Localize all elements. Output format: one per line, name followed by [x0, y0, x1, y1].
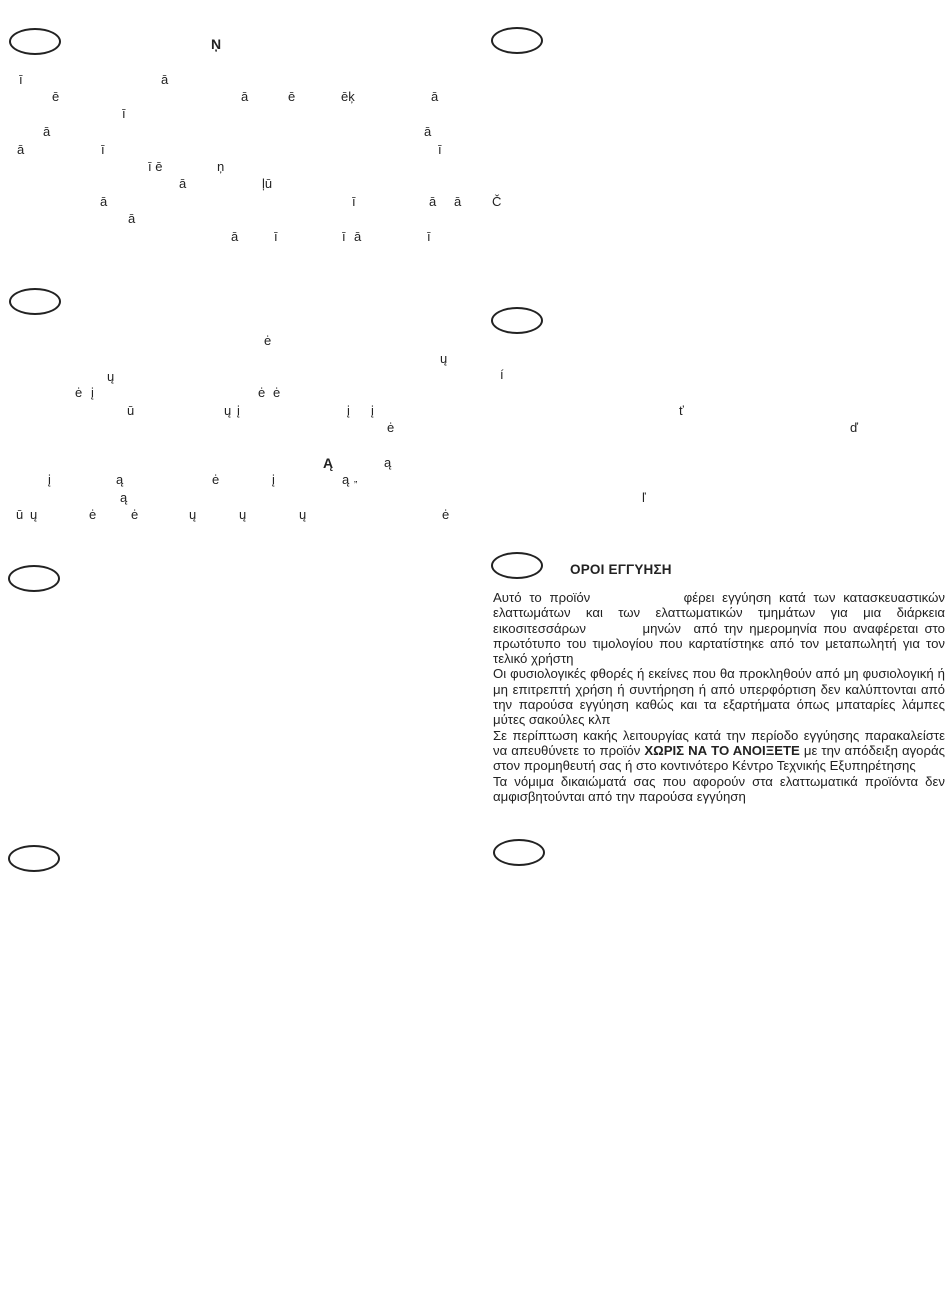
warranty-paragraph-coverage: Αυτό το προϊόν φέρει εγγύηση κατά των κατασκευαστικών ελαττωμάτων και των ελαττωματικών τμημάτων για μια διάρκεια εικοσιτεσσάρων μηνών από την ημερομηνία που αναφέρεται στο πρωτότυπο του τιμολογίου που καρτατίστηκε από τον μεταπωλητή για τον τελικό χρήστη	[493, 590, 949, 667]
glyph: ų	[440, 351, 448, 366]
glyph: ī	[274, 229, 278, 244]
language-oval-right-3	[491, 552, 543, 579]
glyph: ā	[17, 142, 25, 157]
glyph: ē	[288, 89, 296, 104]
glyph: ų	[224, 403, 232, 418]
glyph: ī	[342, 229, 346, 244]
glyph: ų	[189, 507, 197, 522]
glyph: į	[48, 472, 51, 487]
glyph: ēķ	[341, 89, 355, 104]
glyph: į	[371, 403, 374, 418]
glyph: ā	[429, 194, 437, 209]
warranty-return-text: Σε περίπτωση κακής λειτουργίας κατά την περίοδο εγγύησης παρακαλείστε να απευθύνετε το προϊόν	[493, 727, 945, 758]
glyph: į	[347, 403, 350, 418]
glyph: ė	[273, 385, 281, 400]
glyph: ū	[127, 403, 135, 418]
glyph: ī	[352, 194, 356, 209]
glyph: ė	[258, 385, 266, 400]
glyph: ų	[239, 507, 247, 522]
glyph: ī	[438, 142, 442, 157]
language-oval-left-4	[8, 845, 60, 872]
language-oval-left-3	[8, 565, 60, 592]
glyph: ľ	[642, 490, 646, 505]
glyph: ė	[264, 333, 272, 348]
glyph: ī ē	[148, 159, 163, 174]
glyph: ē	[52, 89, 60, 104]
glyph: Ą	[323, 455, 334, 471]
glyph: ā	[231, 229, 239, 244]
warranty-do-not-open-notice: ΧΩΡΙΣ ΝΑ ΤΟ ΑΝΟΙΞΕΤΕ	[644, 742, 800, 758]
glyph: ą	[342, 472, 350, 487]
glyph: ė	[75, 385, 83, 400]
glyph: ī	[427, 229, 431, 244]
glyph: Č	[492, 194, 502, 209]
warranty-return-text-end: με την απόδειξη αγοράς στον προμηθευτή σας ή στο κοντινότερο Κέντρο Τεχνικής Εξυπηρέτησης	[493, 742, 945, 774]
glyph: ā	[454, 194, 462, 209]
language-oval-right-4	[493, 839, 545, 866]
warranty-paragraph-return	[493, 728, 945, 774]
glyph: ā	[241, 89, 249, 104]
warranty-title: ΟΡΟΙ ΕΓΓΥΗΣΗ	[570, 562, 672, 577]
language-oval-left-1	[9, 28, 61, 55]
glyph: ė	[212, 472, 220, 487]
glyph: ė	[131, 507, 139, 522]
glyph: ā	[161, 72, 169, 87]
language-oval-right-1	[491, 27, 543, 54]
warranty-paragraph-exclusions: Οι φυσιολογικές φθορές ή εκείνες που θα προκληθούν από μη φυσιολογική ή μη επιτρεπτή χρήση ή συντήρηση ή από υπερφόρτιση δεν καλύπτονται από την παρούσα εγγύηση καθώς και τα εξαρτήματα όπως μπαταρίες λάμπες μύτες σακούλες κλπ	[493, 666, 945, 728]
section1-heading-glyph: Ņ	[211, 36, 222, 52]
warranty-body	[493, 590, 949, 804]
glyph: ė	[387, 420, 395, 435]
glyph: ļū	[262, 176, 273, 191]
glyph: ā	[354, 229, 362, 244]
glyph: ť	[679, 403, 684, 418]
glyph: ī	[122, 106, 126, 121]
glyph: „	[354, 474, 358, 485]
glyph: ū	[16, 507, 24, 522]
glyph: ā	[424, 124, 432, 139]
glyph: ų	[299, 507, 307, 522]
glyph: ė	[89, 507, 97, 522]
language-oval-left-2	[9, 288, 61, 315]
glyph: ā	[100, 194, 108, 209]
warranty-paragraph-legal-rights: Τα νόμιμα δικαιώματά σας που αφορούν στα ελαττωματικά προϊόντα δεν αμφισβητούνται από την παρούσα εγγύηση	[493, 773, 945, 804]
glyph: ī	[19, 72, 23, 87]
glyph: ņ	[217, 159, 225, 174]
glyph: ď	[850, 420, 858, 435]
glyph: í	[500, 367, 504, 382]
glyph: ą	[120, 490, 128, 505]
glyph: į	[272, 472, 275, 487]
glyph: ā	[179, 176, 187, 191]
glyph: ā	[43, 124, 51, 139]
glyph: ą	[116, 472, 124, 487]
glyph: ā	[431, 89, 439, 104]
glyph: ī	[101, 142, 105, 157]
language-oval-right-2	[491, 307, 543, 334]
glyph: ą	[384, 455, 392, 470]
glyph: ų	[107, 369, 115, 384]
glyph: ė	[442, 507, 450, 522]
glyph: ų	[30, 507, 38, 522]
glyph: į	[91, 385, 94, 400]
glyph: ā	[128, 211, 136, 226]
glyph: į	[237, 403, 240, 418]
